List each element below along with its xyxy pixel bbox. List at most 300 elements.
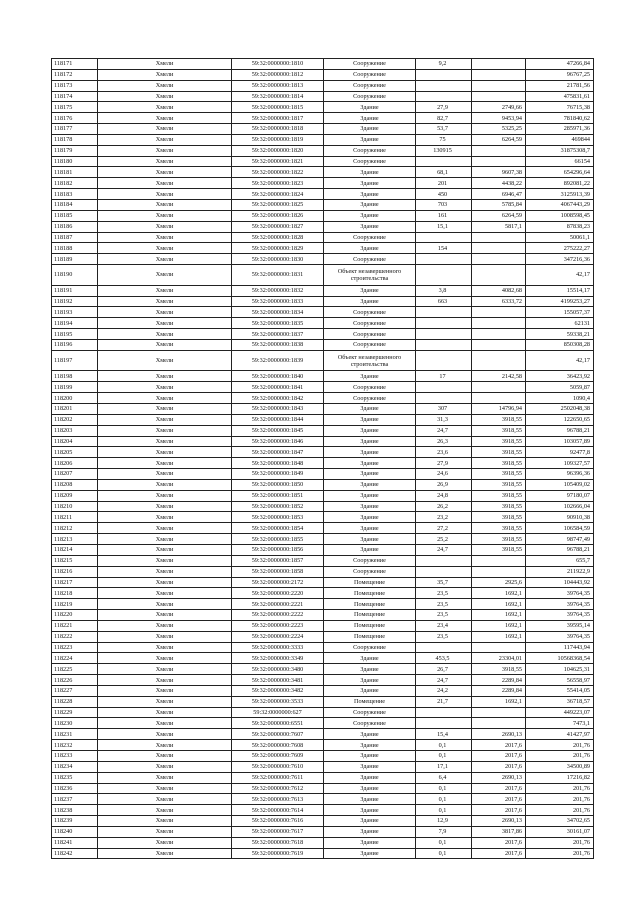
object-type-cell: Сооружение (324, 642, 416, 653)
specific-value-cell (472, 707, 526, 718)
object-type-cell: Здание (324, 544, 416, 555)
cadastral-number-cell: 59:32:0000000:3482 (232, 685, 324, 696)
specific-value-cell: 3918,55 (472, 664, 526, 675)
cadastral-number-cell: 59:32:0000000:1858 (232, 566, 324, 577)
cadastral-value-cell: 47266,84 (526, 59, 594, 70)
row-number-cell: 118239 (52, 816, 98, 827)
specific-value-cell: 2017,6 (472, 761, 526, 772)
cadastral-value-cell: 56558,97 (526, 675, 594, 686)
area-cell: 24,6 (416, 469, 472, 480)
table-row (52, 718, 594, 729)
cadastral-value-cell: 41427,97 (526, 729, 594, 740)
settlement-name-cell: Хмели (98, 243, 232, 254)
cadastral-number-cell: 59:32:0000000:1812 (232, 69, 324, 80)
area-cell (416, 69, 472, 80)
settlement-name-cell: Хмели (98, 783, 232, 794)
cadastral-number-cell: 59:32:0000000:1826 (232, 210, 324, 221)
area-cell: 6,4 (416, 772, 472, 783)
object-type-cell: Здание (324, 124, 416, 135)
cadastral-number-cell: 59:32:0000000:1857 (232, 555, 324, 566)
object-type-cell: Сооружение (324, 393, 416, 404)
cadastral-number-cell: 59:32:0000000:1840 (232, 371, 324, 382)
settlement-name-cell: Хмели (98, 69, 232, 80)
row-number-cell: 118218 (52, 588, 98, 599)
settlement-name-cell: Хмели (98, 91, 232, 102)
settlement-name-cell: Хмели (98, 59, 232, 70)
object-type-cell: Здание (324, 189, 416, 200)
area-cell: 0,1 (416, 751, 472, 762)
row-number-cell: 118180 (52, 156, 98, 167)
cadastral-number-cell: 59:32:0000000:1841 (232, 382, 324, 393)
specific-value-cell (472, 59, 526, 70)
settlement-name-cell: Хмели (98, 826, 232, 837)
table-row (52, 512, 594, 523)
table-row (52, 425, 594, 436)
cadastral-value-cell: 475831,61 (526, 91, 594, 102)
settlement-name-cell: Хмели (98, 761, 232, 772)
settlement-name-cell: Хмели (98, 696, 232, 707)
row-number-cell: 118215 (52, 555, 98, 566)
specific-value-cell: 2017,6 (472, 848, 526, 859)
area-cell: 23,5 (416, 631, 472, 642)
table-row (52, 631, 594, 642)
object-type-cell: Здание (324, 675, 416, 686)
area-cell: 24,7 (416, 675, 472, 686)
specific-value-cell: 2017,6 (472, 751, 526, 762)
object-type-cell: Помещение (324, 610, 416, 621)
row-number-cell: 118204 (52, 436, 98, 447)
cadastral-number-cell: 59:32:0000000:1814 (232, 91, 324, 102)
area-cell: 23,2 (416, 512, 472, 523)
cadastral-value-cell: 104443,92 (526, 577, 594, 588)
object-type-cell: Объект незавершенного строительства (324, 265, 416, 286)
cadastral-value-cell: 155057,37 (526, 307, 594, 318)
area-cell: 450 (416, 189, 472, 200)
table-row (52, 156, 594, 167)
table-row (52, 318, 594, 329)
cadastral-number-cell: 59:32:0000000:2220 (232, 588, 324, 599)
cadastral-value-cell: 102666,04 (526, 501, 594, 512)
row-number-cell: 118176 (52, 113, 98, 124)
object-type-cell: Здание (324, 751, 416, 762)
cadastral-number-cell: 59:32:0000000:1845 (232, 425, 324, 436)
area-cell (416, 254, 472, 265)
settlement-name-cell: Хмели (98, 588, 232, 599)
cadastral-value-cell: 96396,36 (526, 469, 594, 480)
object-type-cell: Здание (324, 761, 416, 772)
row-number-cell: 118241 (52, 837, 98, 848)
table-row (52, 404, 594, 415)
area-cell: 0,1 (416, 848, 472, 859)
row-number-cell: 118219 (52, 599, 98, 610)
specific-value-cell (472, 307, 526, 318)
object-type-cell: Здание (324, 285, 416, 296)
table-row (52, 102, 594, 113)
row-number-cell: 118188 (52, 243, 98, 254)
row-number-cell: 118190 (52, 265, 98, 286)
cadastral-number-cell: 59:32:0000000:1848 (232, 458, 324, 469)
settlement-name-cell: Хмели (98, 631, 232, 642)
table-row (52, 620, 594, 631)
settlement-name-cell: Хмели (98, 751, 232, 762)
specific-value-cell: 3918,55 (472, 436, 526, 447)
row-number-cell: 118171 (52, 59, 98, 70)
settlement-name-cell: Хмели (98, 685, 232, 696)
cadastral-value-cell: 50061,1 (526, 232, 594, 243)
cadastral-value-cell: 96767,25 (526, 69, 594, 80)
row-number-cell: 118237 (52, 794, 98, 805)
table-row (52, 178, 594, 189)
table-row (52, 199, 594, 210)
specific-value-cell: 9607,38 (472, 167, 526, 178)
cadastral-value-cell: 34500,89 (526, 761, 594, 772)
cadastral-number-cell: 59:32:0000000:7618 (232, 837, 324, 848)
cadastral-number-cell: 59:32:0000000:7607 (232, 729, 324, 740)
area-cell (416, 307, 472, 318)
specific-value-cell: 2749,66 (472, 102, 526, 113)
area-cell: 26,7 (416, 664, 472, 675)
settlement-name-cell: Хмели (98, 382, 232, 393)
settlement-name-cell: Хмели (98, 544, 232, 555)
specific-value-cell: 2690,13 (472, 816, 526, 827)
row-number-cell: 118208 (52, 479, 98, 490)
row-number-cell: 118197 (52, 350, 98, 371)
table-row (52, 134, 594, 145)
table-row (52, 371, 594, 382)
specific-value-cell: 3918,55 (472, 501, 526, 512)
specific-value-cell: 6946,47 (472, 189, 526, 200)
cadastral-number-cell: 59:32:0000000:7611 (232, 772, 324, 783)
row-number-cell: 118228 (52, 696, 98, 707)
table-row (52, 479, 594, 490)
table-row (52, 837, 594, 848)
cadastral-number-cell: 59:32:0000000:1843 (232, 404, 324, 415)
cadastral-value-cell: 211922,9 (526, 566, 594, 577)
table-row (52, 599, 594, 610)
table-row (52, 490, 594, 501)
specific-value-cell: 5785,84 (472, 199, 526, 210)
object-type-cell: Здание (324, 102, 416, 113)
row-number-cell: 118194 (52, 318, 98, 329)
settlement-name-cell: Хмели (98, 610, 232, 621)
specific-value-cell: 2017,6 (472, 794, 526, 805)
object-type-cell: Здание (324, 371, 416, 382)
row-number-cell: 118192 (52, 296, 98, 307)
area-cell: 53,7 (416, 124, 472, 135)
settlement-name-cell: Хмели (98, 371, 232, 382)
cadastral-value-cell: 30161,07 (526, 826, 594, 837)
object-type-cell: Сооружение (324, 707, 416, 718)
area-cell: 7,9 (416, 826, 472, 837)
cadastral-value-cell: 92477,8 (526, 447, 594, 458)
table-row (52, 232, 594, 243)
object-type-cell: Здание (324, 729, 416, 740)
cadastral-number-cell: 59:32:0000000:1847 (232, 447, 324, 458)
cadastral-value-cell: 850308,28 (526, 339, 594, 350)
table-row (52, 826, 594, 837)
specific-value-cell: 3817,86 (472, 826, 526, 837)
cadastral-number-cell: 59:32:0000000:2224 (232, 631, 324, 642)
specific-value-cell: 23304,01 (472, 653, 526, 664)
row-number-cell: 118183 (52, 189, 98, 200)
cadastral-number-cell: 59:32:0000000:3481 (232, 675, 324, 686)
cadastral-value-cell: 4199253,27 (526, 296, 594, 307)
area-cell: 23,6 (416, 447, 472, 458)
row-number-cell: 118182 (52, 178, 98, 189)
specific-value-cell: 1692,1 (472, 610, 526, 621)
area-cell: 3,8 (416, 285, 472, 296)
cadastral-number-cell: 59:32:0000000:1819 (232, 134, 324, 145)
row-number-cell: 118220 (52, 610, 98, 621)
cadastral-value-cell: 39764,35 (526, 588, 594, 599)
table-row (52, 447, 594, 458)
table-row (52, 610, 594, 621)
settlement-name-cell: Хмели (98, 837, 232, 848)
settlement-name-cell: Хмели (98, 653, 232, 664)
object-type-cell: Здание (324, 178, 416, 189)
object-type-cell: Здание (324, 425, 416, 436)
area-cell: 24,8 (416, 490, 472, 501)
table-row (52, 436, 594, 447)
area-cell: 12,9 (416, 816, 472, 827)
settlement-name-cell: Хмели (98, 329, 232, 340)
table-row (52, 588, 594, 599)
object-type-cell: Сооружение (324, 555, 416, 566)
specific-value-cell (472, 243, 526, 254)
row-number-cell: 118209 (52, 490, 98, 501)
area-cell: 453,5 (416, 653, 472, 664)
cadastral-value-cell: 117443,94 (526, 642, 594, 653)
table-row (52, 740, 594, 751)
cadastral-number-cell: 59:32:0000000:1839 (232, 350, 324, 371)
specific-value-cell: 3918,55 (472, 512, 526, 523)
cadastral-value-cell: 347216,36 (526, 254, 594, 265)
table-row (52, 296, 594, 307)
area-cell: 130915 (416, 145, 472, 156)
cadastral-number-cell: 59:32:0000000:1831 (232, 265, 324, 286)
row-number-cell: 118224 (52, 653, 98, 664)
cadastral-value-cell: 2502048,38 (526, 404, 594, 415)
settlement-name-cell: Хмели (98, 156, 232, 167)
settlement-name-cell: Хмели (98, 350, 232, 371)
object-type-cell: Сооружение (324, 69, 416, 80)
row-number-cell: 118235 (52, 772, 98, 783)
settlement-name-cell: Хмели (98, 80, 232, 91)
cadastral-value-cell: 39764,35 (526, 610, 594, 621)
cadastral-number-cell: 59:32:0000000:2221 (232, 599, 324, 610)
specific-value-cell (472, 718, 526, 729)
settlement-name-cell: Хмели (98, 794, 232, 805)
object-type-cell: Объект незавершенного строительства (324, 350, 416, 371)
settlement-name-cell: Хмели (98, 512, 232, 523)
settlement-name-cell: Хмели (98, 447, 232, 458)
area-cell: 663 (416, 296, 472, 307)
cadastral-number-cell: 59:32:0000000:1842 (232, 393, 324, 404)
area-cell: 9,2 (416, 59, 472, 70)
object-type-cell: Сооружение (324, 80, 416, 91)
row-number-cell: 118230 (52, 718, 98, 729)
object-type-cell: Здание (324, 664, 416, 675)
area-cell (416, 329, 472, 340)
table-row (52, 761, 594, 772)
area-cell: 26,2 (416, 501, 472, 512)
cadastral-number-cell: 59:32:0000000:7613 (232, 794, 324, 805)
object-type-cell: Здание (324, 534, 416, 545)
cadastral-value-cell: 654296,64 (526, 167, 594, 178)
row-number-cell: 118205 (52, 447, 98, 458)
cadastral-number-cell: 59:32:0000000:1820 (232, 145, 324, 156)
row-number-cell: 118231 (52, 729, 98, 740)
area-cell: 23,5 (416, 610, 472, 621)
cadastral-number-cell: 59:32:0000000:1830 (232, 254, 324, 265)
object-type-cell: Здание (324, 199, 416, 210)
specific-value-cell (472, 69, 526, 80)
cadastral-value-cell: 76715,38 (526, 102, 594, 113)
settlement-name-cell: Хмели (98, 490, 232, 501)
settlement-name-cell: Хмели (98, 189, 232, 200)
settlement-name-cell: Хмели (98, 479, 232, 490)
row-number-cell: 118216 (52, 566, 98, 577)
object-type-cell: Сооружение (324, 91, 416, 102)
area-cell (416, 80, 472, 91)
area-cell: 0,1 (416, 837, 472, 848)
table-row (52, 243, 594, 254)
area-cell: 26,9 (416, 479, 472, 490)
area-cell: 21,7 (416, 696, 472, 707)
area-cell: 15,4 (416, 729, 472, 740)
specific-value-cell: 2690,13 (472, 729, 526, 740)
specific-value-cell: 4438,22 (472, 178, 526, 189)
specific-value-cell: 2017,6 (472, 783, 526, 794)
cadastral-number-cell: 59:32:0000000:1855 (232, 534, 324, 545)
table-row (52, 265, 594, 286)
row-number-cell: 118172 (52, 69, 98, 80)
object-type-cell: Сооружение (324, 232, 416, 243)
table-row (52, 729, 594, 740)
settlement-name-cell: Хмели (98, 339, 232, 350)
row-number-cell: 118181 (52, 167, 98, 178)
area-cell: 23,5 (416, 599, 472, 610)
specific-value-cell (472, 382, 526, 393)
settlement-name-cell: Хмели (98, 393, 232, 404)
area-cell: 703 (416, 199, 472, 210)
cadastral-number-cell: 59:32:0000000:2223 (232, 620, 324, 631)
area-cell: 17 (416, 371, 472, 382)
object-type-cell: Помещение (324, 696, 416, 707)
settlement-name-cell: Хмели (98, 577, 232, 588)
settlement-name-cell: Хмели (98, 458, 232, 469)
cadastral-number-cell: 59:32:0000000:7610 (232, 761, 324, 772)
area-cell: 25,2 (416, 534, 472, 545)
cadastral-value-cell: 104625,31 (526, 664, 594, 675)
object-type-cell: Помещение (324, 631, 416, 642)
table-row (52, 167, 594, 178)
object-type-cell: Здание (324, 837, 416, 848)
specific-value-cell: 6333,72 (472, 296, 526, 307)
area-cell: 201 (416, 178, 472, 189)
specific-value-cell: 3918,55 (472, 534, 526, 545)
row-number-cell: 118199 (52, 382, 98, 393)
specific-value-cell (472, 156, 526, 167)
row-number-cell: 118203 (52, 425, 98, 436)
table-row (52, 848, 594, 859)
cadastral-value-cell: 87838,23 (526, 221, 594, 232)
object-type-cell: Сооружение (324, 254, 416, 265)
area-cell (416, 382, 472, 393)
cadastral-number-cell: 59:32:0000000:1821 (232, 156, 324, 167)
settlement-name-cell: Хмели (98, 599, 232, 610)
area-cell: 154 (416, 243, 472, 254)
row-number-cell: 118229 (52, 707, 98, 718)
object-type-cell: Здание (324, 794, 416, 805)
cadastral-value-cell: 109327,57 (526, 458, 594, 469)
cadastral-number-cell: 59:32:0000000:2222 (232, 610, 324, 621)
table-row (52, 794, 594, 805)
cadastral-value-cell: 5059,87 (526, 382, 594, 393)
table-row (52, 534, 594, 545)
specific-value-cell (472, 350, 526, 371)
cadastral-number-cell: 59:32:0000000:1856 (232, 544, 324, 555)
specific-value-cell: 3918,55 (472, 458, 526, 469)
object-type-cell: Сооружение (324, 318, 416, 329)
area-cell: 27,9 (416, 458, 472, 469)
area-cell (416, 718, 472, 729)
cadastral-value-cell: 275222,27 (526, 243, 594, 254)
area-cell (416, 265, 472, 286)
settlement-name-cell: Хмели (98, 404, 232, 415)
cadastral-value-cell: 34702,65 (526, 816, 594, 827)
cadastral-number-cell: 59:32:0000000:1818 (232, 124, 324, 135)
specific-value-cell: 3918,55 (472, 490, 526, 501)
row-number-cell: 118185 (52, 210, 98, 221)
cadastral-value-table (51, 58, 594, 859)
cadastral-value-cell: 781840,62 (526, 113, 594, 124)
specific-value-cell: 3918,55 (472, 544, 526, 555)
table-row (52, 805, 594, 816)
object-type-cell: Здание (324, 113, 416, 124)
object-type-cell: Здание (324, 783, 416, 794)
cadastral-value-cell: 892081,22 (526, 178, 594, 189)
cadastral-value-cell: 39595,14 (526, 620, 594, 631)
row-number-cell: 118178 (52, 134, 98, 145)
settlement-name-cell: Хмели (98, 113, 232, 124)
object-type-cell: Здание (324, 210, 416, 221)
specific-value-cell: 2289,84 (472, 675, 526, 686)
area-cell: 307 (416, 404, 472, 415)
row-number-cell: 118222 (52, 631, 98, 642)
cadastral-value-cell: 21781,56 (526, 80, 594, 91)
cadastral-number-cell: 59:32:0000000:1852 (232, 501, 324, 512)
area-cell (416, 350, 472, 371)
cadastral-number-cell: 59:32:0000000:1827 (232, 221, 324, 232)
object-type-cell: Помещение (324, 577, 416, 588)
object-type-cell: Здание (324, 512, 416, 523)
row-number-cell: 118213 (52, 534, 98, 545)
row-number-cell: 118196 (52, 339, 98, 350)
row-number-cell: 118191 (52, 285, 98, 296)
area-cell (416, 393, 472, 404)
cadastral-value-cell: 31875308,7 (526, 145, 594, 156)
cadastral-value-cell: 36718,57 (526, 696, 594, 707)
specific-value-cell: 9453,94 (472, 113, 526, 124)
cadastral-value-cell: 105409,02 (526, 479, 594, 490)
cadastral-value-cell: 7473,1 (526, 718, 594, 729)
row-number-cell: 118236 (52, 783, 98, 794)
object-type-cell: Здание (324, 436, 416, 447)
cadastral-value-cell: 90910,38 (526, 512, 594, 523)
cadastral-number-cell: 59:32:0000000:7608 (232, 740, 324, 751)
settlement-name-cell: Хмели (98, 469, 232, 480)
